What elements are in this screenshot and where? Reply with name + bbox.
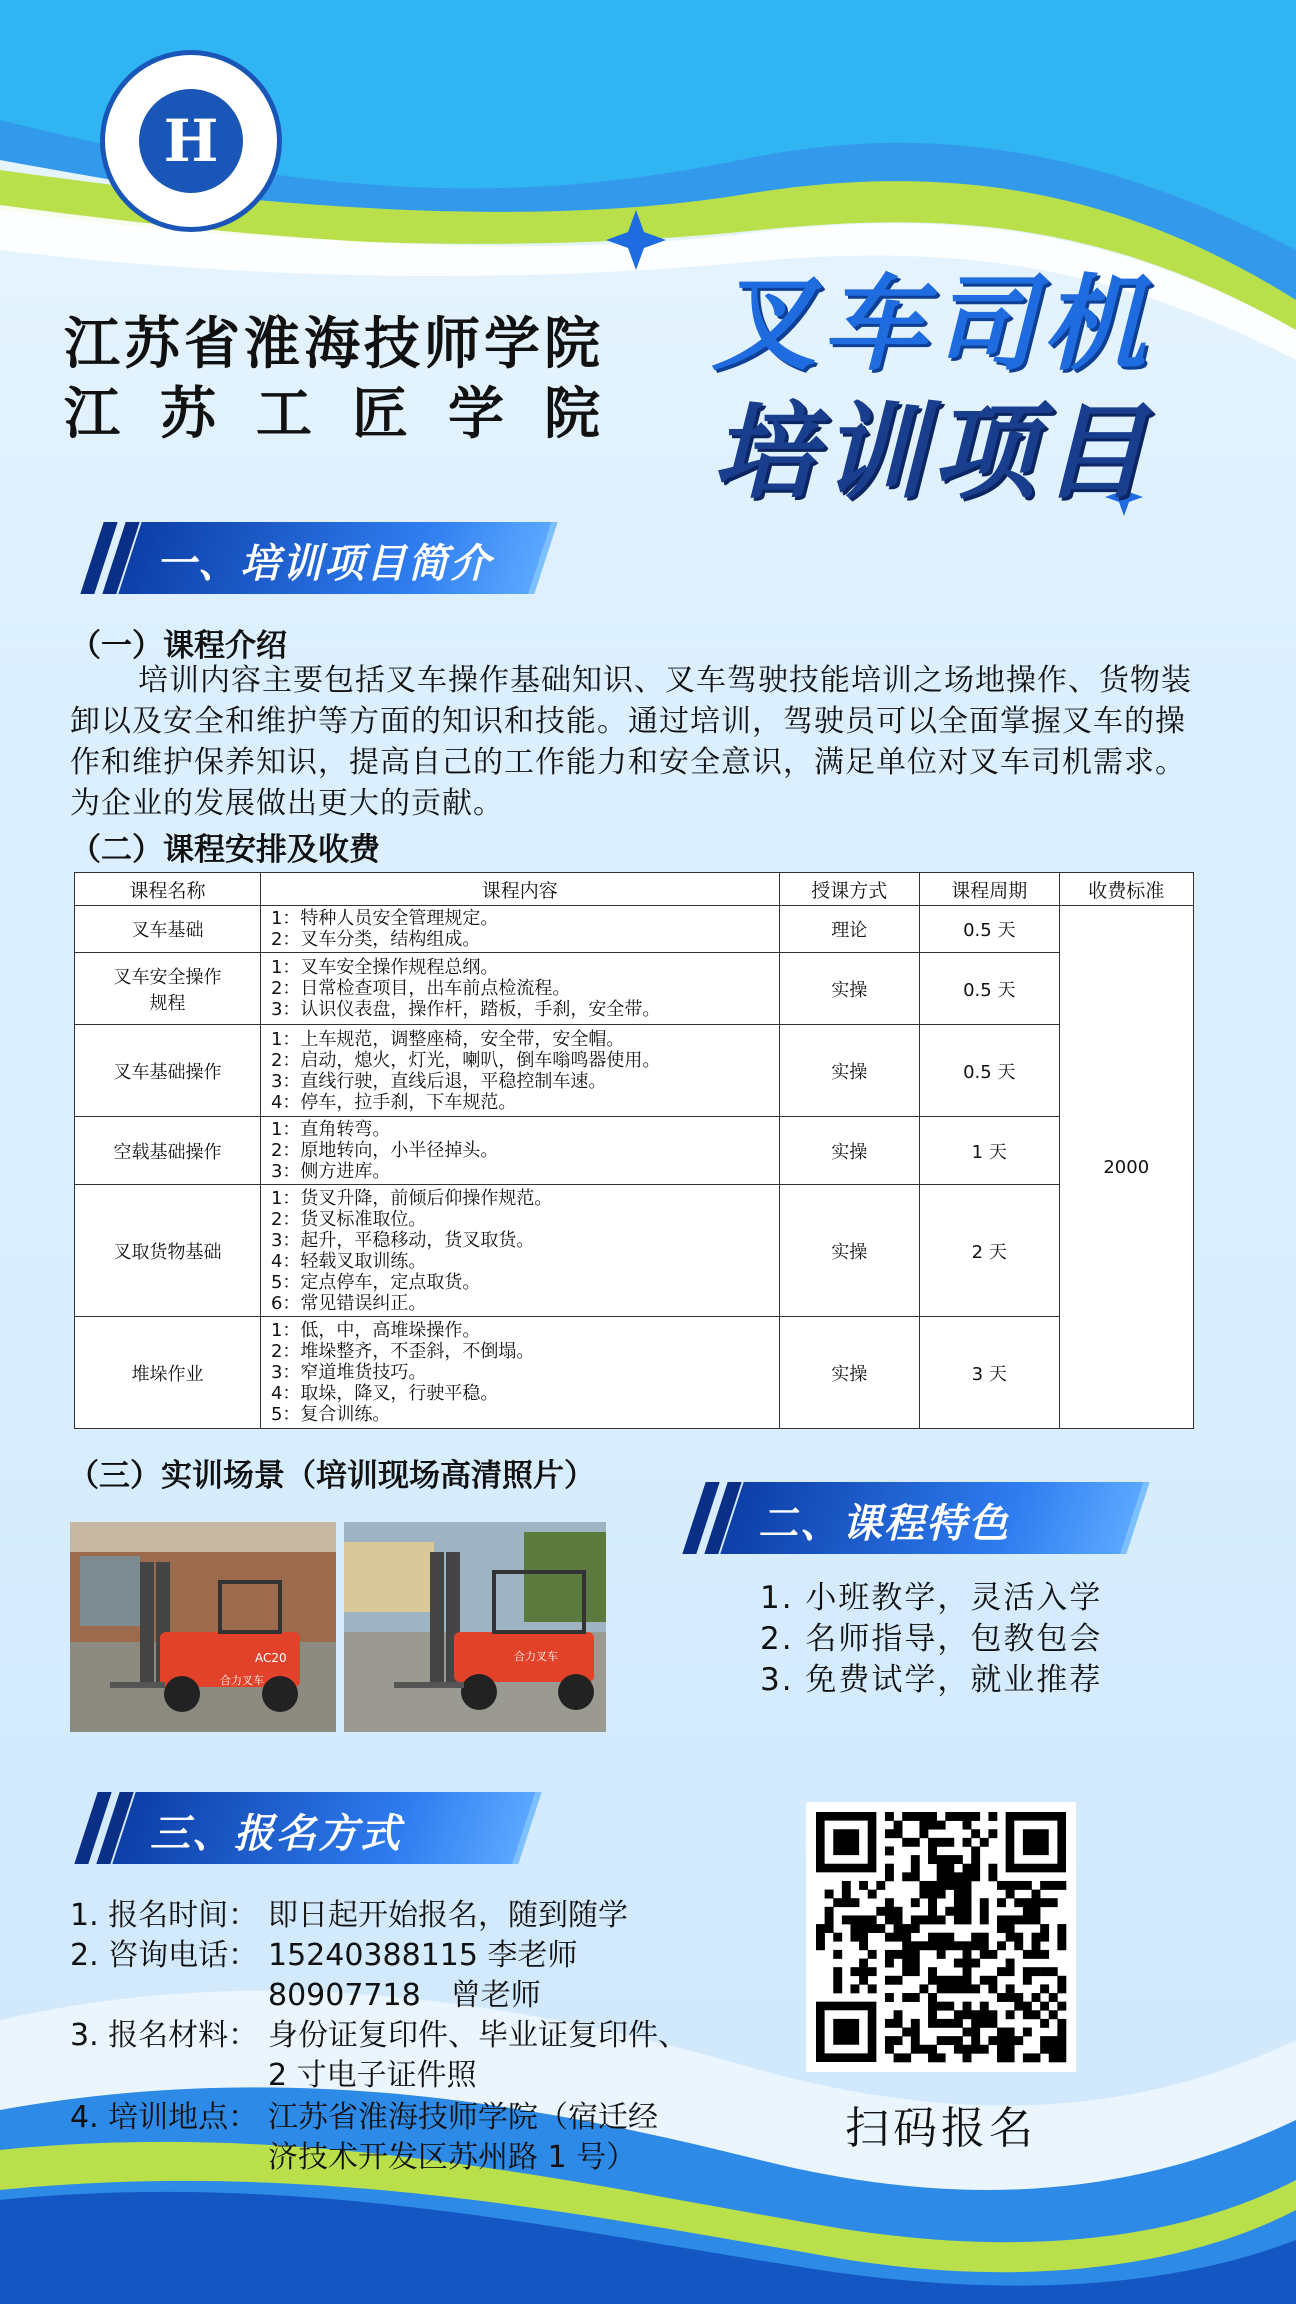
school-logo <box>100 50 282 232</box>
course-name-cell: 叉取货物基础 <box>75 1185 261 1317</box>
teaching-mode-cell: 实操 <box>779 953 920 1025</box>
section-banner-intro-label: 一、培训项目简介 <box>156 541 492 587</box>
photo-1-brand-text: 合力叉车 <box>220 1674 264 1687</box>
section-banner-intro <box>78 522 558 594</box>
teaching-mode-cell: 实操 <box>779 1117 920 1185</box>
section-banner-signup <box>72 1792 552 1864</box>
feature-item-3: 3. 免费试学，就业推荐 <box>760 1662 1103 1698</box>
table-row <box>75 953 1194 1025</box>
course-period-cell: 0.5 天 <box>920 906 1059 953</box>
course-table <box>74 872 1194 1429</box>
section-banner-features <box>680 1482 1160 1554</box>
course-name-cell: 堆垛作业 <box>75 1317 261 1429</box>
table-header-cell: 课程内容 <box>260 873 779 906</box>
course-name-cell: 空载基础操作 <box>75 1117 261 1185</box>
main-title-line-1: 叉车司机 <box>712 263 1153 385</box>
qr-code[interactable] <box>806 1802 1076 2072</box>
signup-value-materials-2: 2 寸电子证件照 <box>268 2058 477 2093</box>
subheading-training-scenes: （三）实训场景（培训现场高清照片） <box>68 1458 595 1494</box>
signup-label-time: 1. 报名时间： <box>70 1898 259 1933</box>
course-name-cell: 叉车基础 <box>75 906 261 953</box>
section-banner-features-label: 二、课程特色 <box>758 1501 1010 1547</box>
logo-mark: H <box>163 107 219 175</box>
school-name-2: 江苏工匠学院 <box>64 381 640 447</box>
table-row <box>75 1185 1194 1317</box>
course-content-cell: 1：直角转弯。 2：原地转向，小半径掉头。 3：侧方进库。 <box>260 1117 779 1185</box>
table-header-cell: 课程周期 <box>920 873 1059 906</box>
table-header-row <box>75 873 1194 906</box>
signup-value-phone-1: 15240388115 李老师 <box>268 1938 578 1973</box>
signup-value-location-1: 江苏省淮海技师学院（宿迁经 <box>268 2100 658 2135</box>
signup-label-materials: 3. 报名材料： <box>70 2018 259 2053</box>
feature-item-1: 1. 小班教学，灵活入学 <box>760 1580 1103 1616</box>
course-content-cell: 1：叉车安全操作规程总纲。 2：日常检查项目，出车前点检流程。 3：认识仪表盘，操作杆，踏板，手刹，安全带。 <box>260 953 779 1025</box>
course-period-cell: 0.5 天 <box>920 1025 1059 1117</box>
photo-1-model-text: AC20 <box>255 1651 287 1665</box>
photo-2-brand-text: 合力叉车 <box>514 1650 558 1663</box>
table-row <box>75 1025 1194 1117</box>
course-period-cell: 2 天 <box>920 1185 1059 1317</box>
table-row <box>75 906 1194 953</box>
course-period-cell: 1 天 <box>920 1117 1059 1185</box>
feature-item-2: 2. 名师指导，包教包会 <box>760 1621 1103 1657</box>
signup-label-phone: 2. 咨询电话： <box>70 1938 259 1973</box>
teaching-mode-cell: 理论 <box>779 906 920 953</box>
table-header-cell: 课程名称 <box>75 873 261 906</box>
table-row <box>75 1317 1194 1429</box>
teaching-mode-cell: 实操 <box>779 1025 920 1117</box>
school-name-1: 江苏省淮海技师学院 <box>64 311 604 377</box>
course-period-cell: 0.5 天 <box>920 953 1059 1025</box>
signup-value-materials-1: 身份证复印件、毕业证复印件、 <box>268 2018 688 2053</box>
logo-emblem <box>139 89 243 193</box>
signup-label-location: 4. 培训地点： <box>70 2100 259 2135</box>
course-content-cell: 1：货叉升降，前倾后仰操作规范。 2：货叉标准取位。 3：起升，平稳移动，货叉取货。 4：轻载叉取训练。 5：定点停车，定点取货。 6：常见错误纠正。 <box>260 1185 779 1317</box>
course-name-cell: 叉车基础操作 <box>75 1025 261 1117</box>
subheading-schedule-fees: （二）课程安排及收费 <box>70 832 380 868</box>
forklift-photo-2 <box>344 1522 606 1732</box>
qr-caption: 扫码报名 <box>845 2103 1037 2154</box>
teaching-mode-cell: 实操 <box>779 1185 920 1317</box>
signup-value-time: 即日起开始报名，随到随学 <box>268 1898 628 1933</box>
forklift-photo-1 <box>70 1522 336 1732</box>
table-header-cell: 收费标准 <box>1059 873 1193 906</box>
course-content-cell: 1：低，中，高堆垛操作。 2：堆垛整齐，不歪斜，不倒塌。 3：窄道堆货技巧。 4：取垛，降叉，行驶平稳。 5：复合训练。 <box>260 1317 779 1429</box>
signup-value-phone-2: 80907718 曾老师 <box>268 1978 541 2013</box>
course-intro-paragraph: 培训内容主要包括叉车操作基础知识、叉车驾驶技能培训之场地操作、货物装卸以及安全和维护等方面的知识和技能。通过培训，驾驶员可以全面掌握叉车的操作和维护保养知识，提高自己的工作能力和安全意识，满足单位对叉车司机需求。为企业的发展做出更大的贡献。 <box>70 663 1192 821</box>
course-content-cell: 1：特种人员安全管理规定。 2：叉车分类，结构组成。 <box>260 906 779 953</box>
subheading-course-intro: （一）课程介绍 <box>70 628 287 664</box>
fee-cell: 2000 <box>1059 906 1193 1429</box>
teaching-mode-cell: 实操 <box>779 1317 920 1429</box>
course-content-cell: 1：上车规范，调整座椅，安全带，安全帽。 2：启动，熄火，灯光，喇叭，倒车嗡鸣器使用。 3：直线行驶，直线后退，平稳控制车速。 4：停车，拉手刹，下车规范。 <box>260 1025 779 1117</box>
section-banner-signup-label: 三、报名方式 <box>150 1811 402 1857</box>
course-name-cell: 叉车安全操作 规程 <box>75 953 261 1025</box>
course-period-cell: 3 天 <box>920 1317 1059 1429</box>
main-title-line-2: 培训项目 <box>712 391 1153 513</box>
signup-value-location-2: 济技术开发区苏州路 1 号） <box>268 2140 637 2175</box>
table-row <box>75 1117 1194 1185</box>
table-header-cell: 授课方式 <box>779 873 920 906</box>
